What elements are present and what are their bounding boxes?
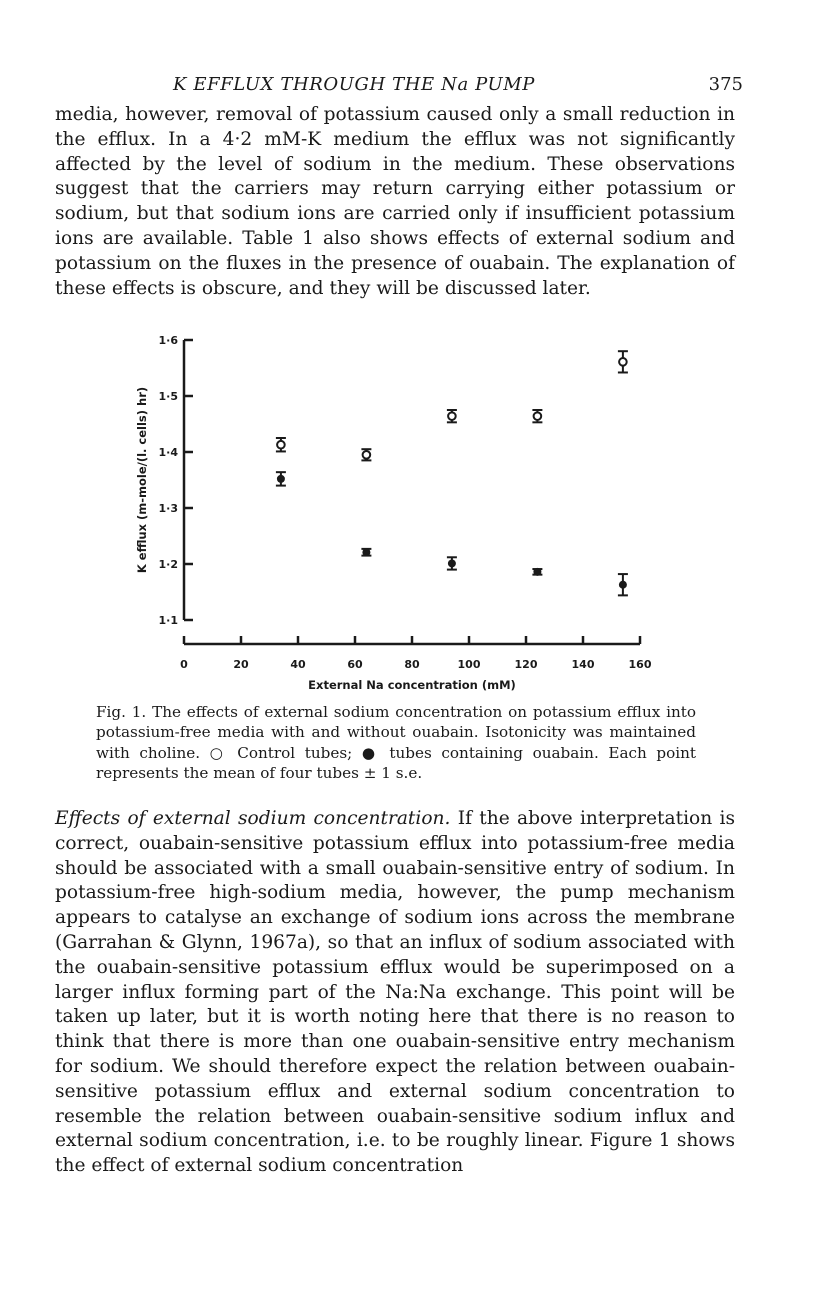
y-tick-label: 1·4 [158,446,178,459]
x-tick-label: 120 [514,658,538,671]
filled-circle-marker [533,568,541,576]
open-circle-marker [277,441,285,449]
body-paragraph-1: media, however, removal of potassium caused only a small reduction in the efflux. In a 4·2 mM-K medium the efflux was not significantly affected by the level of sodium in the medium. These observations suggest that the carriers may return carrying either potassium or sodium, but that sodium ions are carried only if insufficient potassium ions are available. Table 1 also shows effects of external sodium and potassium on the fluxes in the presence of ouabain. The explanation of these effects is obscure, and they will be discussed later. [55,104,735,299]
x-axis-label: External Na concentration (mM) [308,678,516,692]
x-tick-label: 140 [571,658,595,671]
y-tick-label: 1·1 [158,614,178,627]
filled-circle-marker [362,548,370,556]
ouabain-data-point [276,472,286,485]
open-circle-marker [363,451,371,459]
chart-marks [276,351,628,595]
figure-caption: Fig. 1. The effects of external sodium concentration on potassium efflux into potassium-free media with and without ouabain. Isotonicity was maintained with choline. ○ Control tubes; ● tubes containing ouabain. Each point represents the mean of four tubes ± 1 s.e. [96,703,696,783]
x-tick-label: 80 [404,658,420,671]
ouabain-data-point [361,548,371,556]
body-paragraph-2 [55,807,735,1179]
open-circle-marker [619,358,627,366]
open-circle-marker [534,412,542,420]
control-data-point [276,438,286,451]
control-data-point [532,410,542,422]
x-tick-label: 0 [180,658,188,671]
x-tick-label: 100 [457,658,481,671]
section-lead: Effects of external sodium concentration. [55,808,451,829]
x-tick-label: 20 [233,658,249,671]
control-data-point [361,449,371,460]
y-tick-label: 1·6 [158,334,178,347]
ouabain-data-point [618,574,628,595]
section-text: If the above interpretation is correct, ouabain-sensitive potassium efflux into potassium-free media should be associated with a small ouabain-sensitive entry of sodium. In potassium-free high-sodium media, however, the pump mechanism appears to catalyse an exchange of sodium ions across the membrane (Garrahan & Glynn, 1967a), so that an influx of sodium associated with the ouabain-sensitive potassium efflux would be superimposed on a larger influx forming part of the Na:Na exchange. This point will be taken up later, but it is worth noting here that there is no reason to think that there is more than one ouabain-sensitive entry mechanism for sodium. We should therefore expect the relation between ouabain-sensitive potassium efflux and external sodium concentration to resemble the relation between ouabain-sensitive sodium influx and external sodium concentration, i.e. to be roughly linear. Figure 1 shows the effect of external sodium concentration [55,808,735,1177]
figure-1 [120,318,720,698]
filled-circle-marker [277,475,285,483]
filled-circle-marker [619,581,627,589]
control-data-point [618,351,628,372]
control-data-point [447,410,457,422]
x-tick-label: 60 [347,658,363,671]
k-efflux-chart [120,318,720,698]
x-tick-label: 160 [628,658,652,671]
page-number: 375 [708,74,743,95]
x-tick-label: 40 [290,658,306,671]
chart-axes [135,334,652,692]
y-tick-label: 1·5 [158,390,178,403]
y-axis-label: K efflux (m-mole/(l. cells) hr) [135,386,149,574]
ouabain-data-point [532,568,542,576]
ouabain-data-point [447,557,457,569]
y-tick-label: 1·2 [158,558,178,571]
running-header [55,66,743,106]
filled-circle-marker [448,559,456,567]
running-title: K EFFLUX THROUGH THE Na PUMP [173,74,536,95]
open-circle-marker [448,412,456,420]
y-tick-label: 1·3 [158,502,178,515]
